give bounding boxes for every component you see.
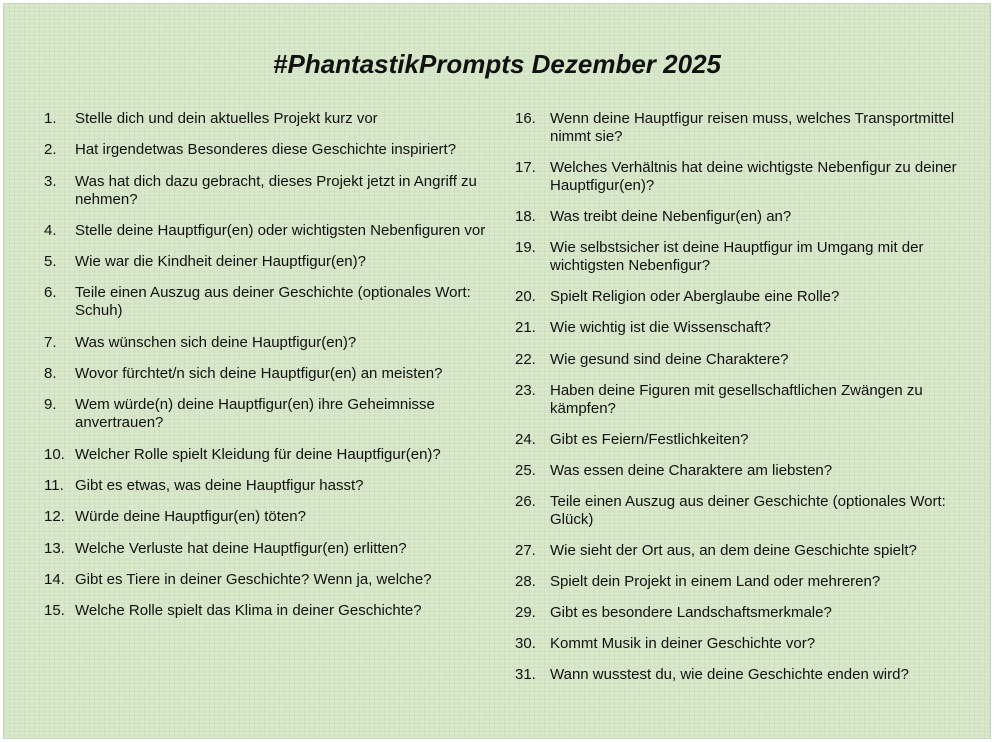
list-item: [44, 173, 499, 209]
item-text: Wie gesund sind deine Charaktere?: [550, 350, 789, 368]
list-item: [44, 365, 499, 383]
item-text: Teile einen Auszug aus deiner Geschichte (optionales Wort: Glück): [550, 492, 946, 528]
list-item: [44, 477, 499, 495]
item-text: Wie wichtig ist die Wissenschaft?: [550, 319, 771, 337]
item-text: Stelle dich und dein aktuelles Projekt kurz vor: [75, 110, 378, 127]
item-text: Gibt es etwas, was deine Hauptfigur hasst?: [75, 476, 364, 494]
item-number: 9.: [44, 396, 57, 414]
item-number: 15.: [44, 602, 65, 620]
item-text: Kommt Musik in deiner Geschichte vor?: [550, 635, 816, 653]
item-text: Was hat dich dazu gebracht, dieses Projekt jetzt in Angriff zu nehmen?: [75, 172, 477, 208]
list-item: [44, 110, 499, 128]
item-number: 22.: [515, 350, 536, 368]
list-item: [515, 666, 975, 684]
item-number: 18.: [515, 208, 536, 226]
list-item: [515, 604, 975, 622]
list-item: [515, 319, 975, 337]
list-item: [44, 508, 499, 526]
item-number: 8.: [44, 365, 57, 383]
item-text: Wann wusstest du, wie deine Geschichte enden wird?: [550, 666, 909, 684]
item-text: Was essen deine Charaktere am liebsten?: [550, 461, 833, 479]
item-number: 6.: [44, 284, 57, 302]
list-item: [515, 431, 975, 449]
list-item: [515, 493, 975, 529]
item-text: Stelle deine Hauptfigur(en) oder wichtigsten Nebenfiguren vor: [75, 221, 486, 239]
list-item: [515, 288, 975, 306]
list-item: [515, 351, 975, 369]
list-item: [44, 540, 499, 558]
item-number: 11.: [44, 476, 64, 494]
item-text: Welcher Rolle spielt Kleidung für deine Hauptfigur(en)?: [75, 445, 441, 463]
item-text: Wovor fürchtet/n sich deine Hauptfigur(en) an meisten?: [75, 365, 443, 383]
list-item: [515, 382, 975, 418]
item-number: 1.: [44, 110, 57, 127]
item-number: 4.: [44, 221, 57, 239]
item-text: Wem würde(n) deine Hauptfigur(en) ihre Geheimnisse anvertrauen?: [75, 396, 435, 432]
item-number: 13.: [44, 539, 65, 557]
list-item: [44, 446, 499, 464]
item-number: 21.: [515, 319, 536, 337]
item-text: Haben deine Figuren mit gesellschaftlichen Zwängen zu kämpfen?: [550, 381, 923, 417]
list-item: [515, 239, 975, 275]
item-number: 20.: [515, 288, 536, 306]
list-item: [44, 222, 499, 240]
list-item: [515, 542, 975, 560]
item-number: 23.: [515, 381, 536, 399]
item-text: Wie selbstsicher ist deine Hauptfigur im Umgang mit der wichtigsten Nebenfigur?: [550, 239, 924, 275]
item-text: Wie war die Kindheit deiner Hauptfigur(en)?: [75, 253, 366, 271]
item-text: Wie sieht der Ort aus, an dem deine Geschichte spielt?: [550, 542, 917, 560]
list-item: [44, 141, 499, 159]
item-number: 16.: [515, 110, 536, 127]
list-item: [515, 159, 975, 195]
item-number: 28.: [515, 573, 536, 591]
item-number: 17.: [515, 159, 536, 177]
list-item: [515, 635, 975, 653]
prompt-list-left: [44, 110, 499, 633]
item-text: Welche Rolle spielt das Klima in deiner Geschichte?: [75, 602, 422, 620]
list-item: [44, 602, 499, 620]
slide: [3, 3, 991, 739]
item-number: 12.: [44, 508, 65, 526]
item-text: Hat irgendetwas Besonderes diese Geschichte inspiriert?: [75, 141, 457, 159]
item-number: 3.: [44, 172, 57, 190]
item-number: 29.: [515, 604, 536, 622]
item-text: Würde deine Hauptfigur(en) töten?: [75, 508, 306, 526]
item-number: 19.: [515, 239, 536, 257]
item-number: 14.: [44, 570, 65, 588]
item-text: Gibt es Tiere in deiner Geschichte? Wenn ja, welche?: [75, 570, 432, 588]
list-item: [44, 334, 499, 352]
item-number: 26.: [515, 492, 536, 510]
page-title: #PhantastikPrompts Dezember 2025: [273, 49, 721, 79]
item-text: Was treibt deine Nebenfigur(en) an?: [550, 208, 792, 226]
list-item: [515, 462, 975, 480]
item-number: 30.: [515, 635, 536, 653]
list-item: [515, 110, 975, 146]
item-text: Spielt dein Projekt in einem Land oder mehreren?: [550, 573, 881, 591]
item-number: 25.: [515, 461, 536, 479]
item-text: Spielt Religion oder Aberglaube eine Rolle?: [550, 288, 840, 306]
list-item: [515, 573, 975, 591]
prompt-list-right: [515, 110, 975, 698]
item-number: 7.: [44, 333, 57, 351]
item-number: 24.: [515, 430, 536, 448]
list-item: [44, 571, 499, 589]
item-text: Gibt es besondere Landschaftsmerkmale?: [550, 604, 832, 622]
item-number: 10.: [44, 445, 65, 463]
item-text: Welche Verluste hat deine Hauptfigur(en) erlitten?: [75, 539, 407, 557]
list-item: [44, 253, 499, 271]
item-text: Gibt es Feiern/Festlichkeiten?: [550, 430, 749, 448]
item-number: 27.: [515, 542, 536, 560]
item-number: 5.: [44, 253, 57, 271]
list-item: [44, 284, 499, 320]
item-text: Was wünschen sich deine Hauptfigur(en)?: [75, 333, 357, 351]
item-number: 31.: [515, 666, 536, 684]
item-text: Welches Verhältnis hat deine wichtigste Nebenfigur zu deiner Hauptfigur(en)?: [550, 159, 957, 195]
item-number: 2.: [44, 141, 57, 159]
list-item: [44, 396, 499, 432]
list-item: [515, 208, 975, 226]
item-text: Teile einen Auszug aus deiner Geschichte (optionales Wort: Schuh): [75, 284, 471, 320]
item-text: Wenn deine Hauptfigur reisen muss, welches Transportmittel nimmt sie?: [550, 110, 955, 145]
